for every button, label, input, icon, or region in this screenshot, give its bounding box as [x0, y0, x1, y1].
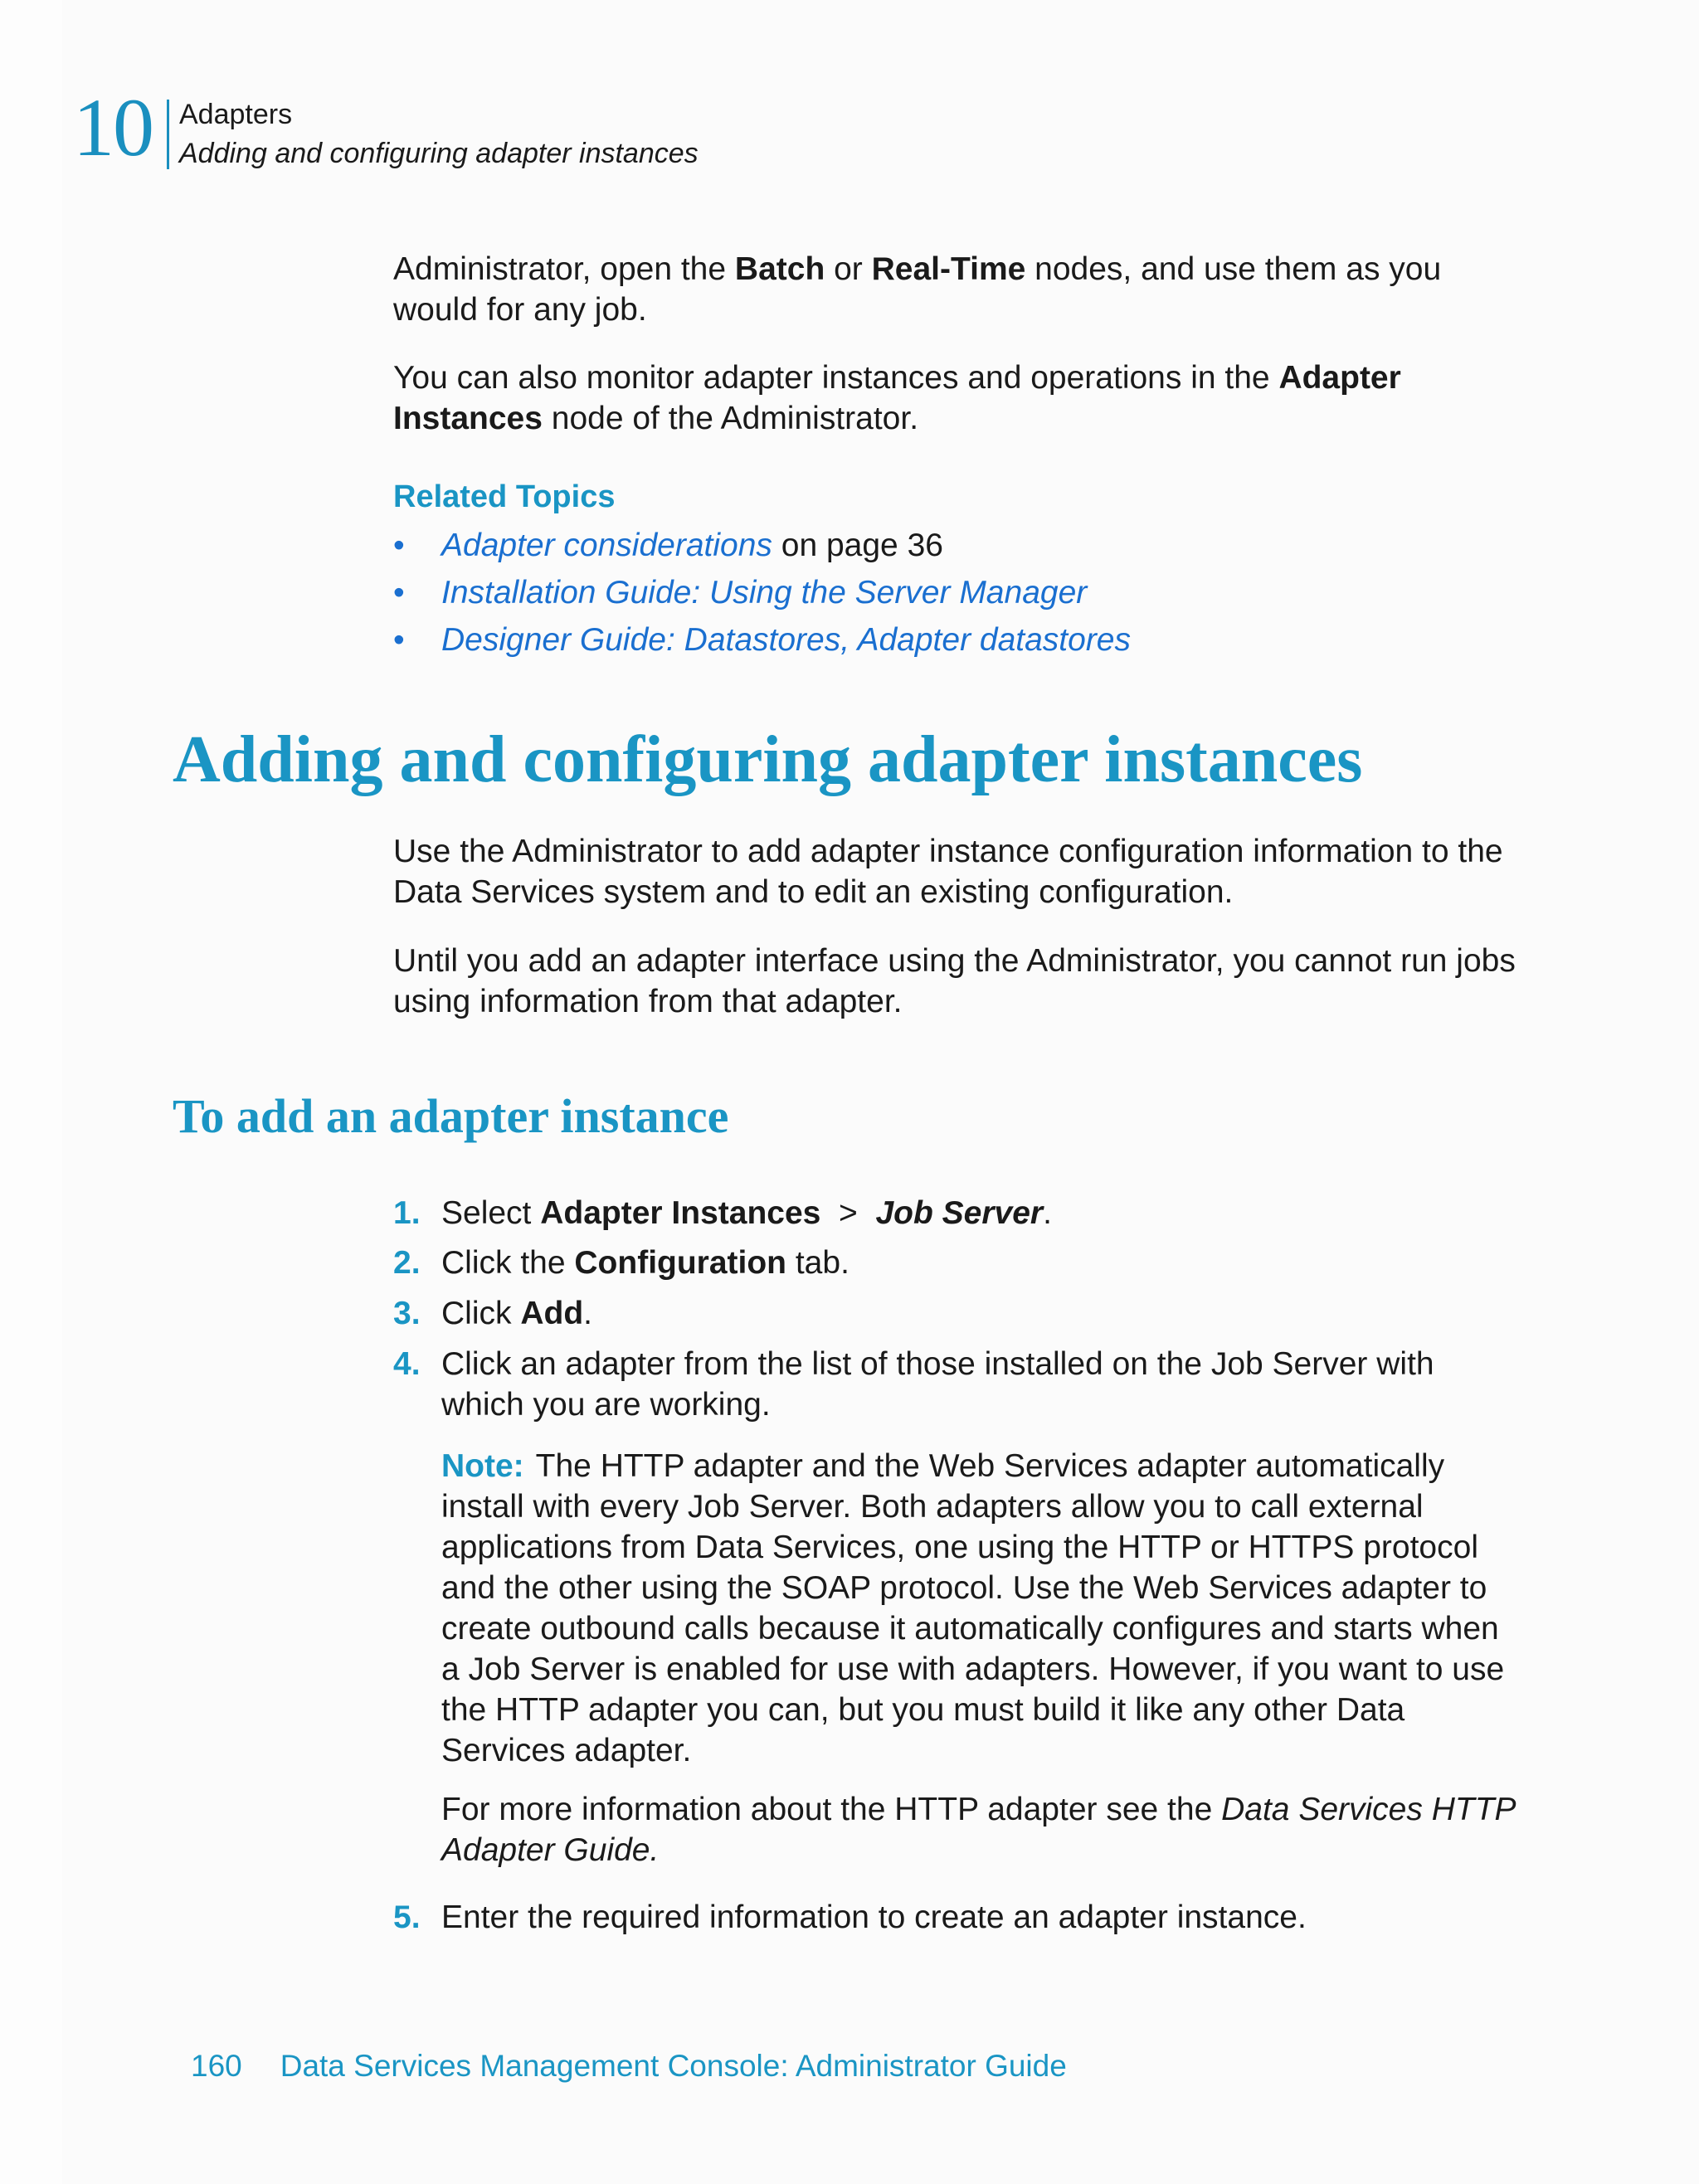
related-topic-item: [393, 620, 1131, 660]
bullet-icon: •: [393, 528, 405, 563]
step-number: 2.: [393, 1245, 421, 1281]
related-link-adapter-considerations[interactable]: Adapter considerations: [441, 528, 772, 563]
intro-paragraph-2: You can also monitor adapter instances and operations in the Adapter Instances node of the Administrator.: [393, 360, 1401, 436]
chapter-number: 10: [73, 81, 153, 173]
chapter-divider: [167, 100, 169, 169]
running-section-title: Adding and configuring adapter instances: [179, 138, 699, 169]
related-link-designer-guide[interactable]: Designer Guide: Datastores, Adapter datastores: [441, 622, 1131, 658]
section-heading: Adding and configuring adapter instances: [173, 723, 1363, 796]
related-topic-item: [393, 572, 1087, 613]
chapter-title: Adapters: [179, 99, 293, 130]
bullet-icon: •: [393, 575, 405, 610]
intro-paragraph-1: Administrator, open the Batch or Real-Time nodes, and use them as you would for any job.: [393, 251, 1442, 328]
related-topic-item: • Adapter considerations on page 36: [393, 525, 943, 566]
more-info-paragraph: For more information about the HTTP adapter see the Data Services HTTP Adapter Guide.: [441, 1792, 1516, 1868]
section1-paragraph-2: Until you add an adapter interface using the Administrator, you cannot run jobs using information from that adapter.: [393, 943, 1516, 1019]
step-number: 1.: [393, 1195, 421, 1231]
book-title: Data Services Management Console: Administrator Guide: [280, 2049, 1067, 2083]
page-footer: [191, 2049, 1067, 2084]
step-number: 5.: [393, 1899, 421, 1935]
related-topics-heading: Related Topics: [393, 479, 616, 514]
subsection-heading: To add an adapter instance: [173, 1089, 729, 1143]
note-label: Note:: [441, 1448, 524, 1484]
note-block: [441, 1446, 1520, 1771]
section1-paragraph-1: Use the Administrator to add adapter instance configuration information to the Data Services system and to edit an existing configuration.: [393, 834, 1503, 910]
step-number: 4.: [393, 1346, 421, 1382]
step-number: 3.: [393, 1296, 421, 1331]
page-number: 160: [191, 2049, 242, 2083]
bullet-icon: •: [393, 622, 405, 658]
related-link-installation-guide[interactable]: Installation Guide: Using the Server Manager: [441, 575, 1088, 610]
note-text: The HTTP adapter and the Web Services adapter automatically install with every Job Server. Both adapters allow you to call external applications from Data Services, one using the HTTP or HTTPS protocol and the other using the SOAP protocol. Use the Web Services adapter to create outbound calls because it automatically configures and starts when a Job Server is enabled for use with adapters. However, if you want to use the HTTP adapter you can, but you must build it like any other Data Services adapter.: [441, 1448, 1505, 1768]
